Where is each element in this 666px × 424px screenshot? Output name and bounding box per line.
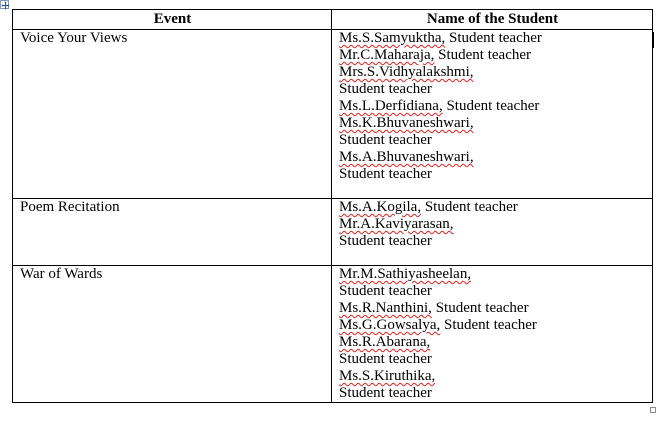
student-role: Student teacher [431,300,529,316]
student-name: Ms.S.Samyuktha, [339,30,446,46]
student-line [339,368,646,385]
student-line [339,64,646,81]
student-role: Student teacher [339,81,432,97]
table-resize-handle[interactable] [650,407,656,413]
student-name: Ms.G.Gowsalya, [339,317,441,333]
student-line [339,283,646,300]
student-name: Ms.R.Nanthini, [339,300,432,316]
table-row [13,266,653,403]
student-name: Mr.M.Sathiyasheelan, [339,266,472,282]
student-line [339,81,646,98]
table-row [13,30,653,199]
student-names-cell[interactable] [332,30,653,199]
student-name: Mrs.S.Vidhyalakshmi, [339,64,474,80]
student-line [339,149,646,166]
student-line [339,216,646,233]
header-event[interactable]: Event [13,10,332,30]
student-line [339,166,646,183]
student-names-cell[interactable] [332,199,653,266]
student-name: Ms.R.Abarana, [339,334,431,350]
student-line [339,115,646,132]
student-line [339,132,646,149]
table-row [13,199,653,266]
student-role: Student teacher [339,166,432,182]
student-line [339,385,646,402]
event-cell[interactable]: Poem Recitation [13,199,332,266]
student-name: Ms.S.Kiruthika, [339,368,436,384]
student-line [339,266,646,283]
student-name: Mr.C.Maharaja, [339,47,435,63]
student-role: Student teacher [421,199,518,215]
header-student-name[interactable]: Name of the Student [332,10,653,30]
student-role: Student teacher [339,351,432,367]
student-name: Ms.L.Derfidiana, [339,98,443,114]
student-role: Student teacher [434,47,532,63]
events-table [12,9,653,403]
student-role: Student teacher [339,283,432,299]
table-header-row [13,10,653,30]
student-names-cell[interactable] [332,266,653,403]
student-line [339,334,646,351]
student-role: Student teacher [440,317,537,333]
student-role: Student teacher [339,385,432,401]
student-line [339,98,646,115]
table-move-handle-icon[interactable] [0,0,9,9]
student-line [339,30,646,47]
student-line [339,351,646,368]
event-cell[interactable]: Voice Your Views [13,30,332,199]
student-line [339,233,646,250]
student-line [339,317,646,334]
student-role: Student teacher [445,30,542,46]
student-line [339,47,646,64]
student-role: Student teacher [442,98,540,114]
student-name: Ms.K.Bhuvaneshwari, [339,115,474,131]
event-cell[interactable]: War of Wards [13,266,332,403]
student-role: Student teacher [339,132,432,148]
student-role: Student teacher [339,233,432,249]
student-name: Mr.A.Kaviyarasan, [339,216,454,232]
student-line [339,300,646,317]
student-name: Ms.A.Kogila, [339,199,422,215]
student-name: Ms.A.Bhuvaneshwari, [339,149,474,165]
student-line [339,199,646,216]
